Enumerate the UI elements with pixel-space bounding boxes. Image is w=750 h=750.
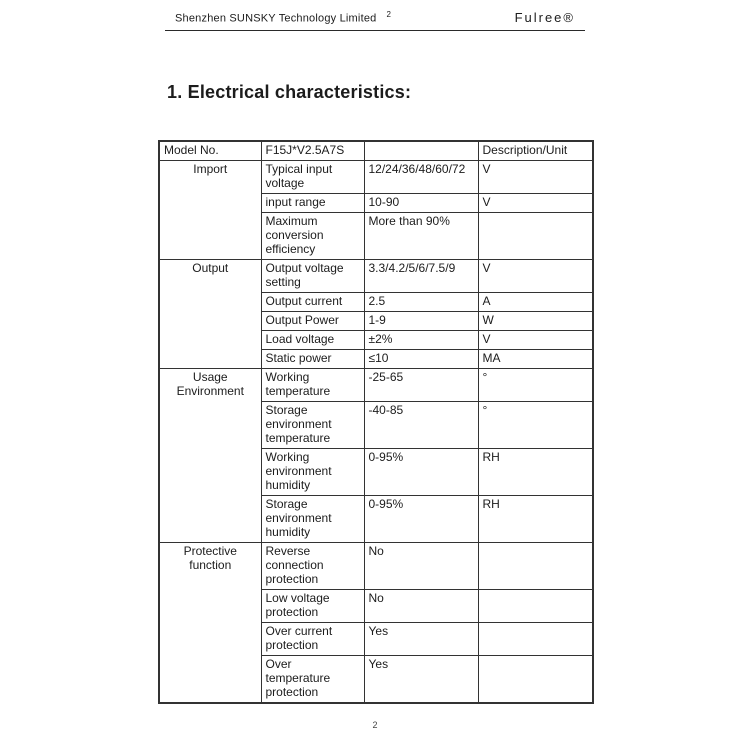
value-cell: 3.3/4.2/5/6/7.5/9 bbox=[364, 260, 478, 293]
unit-cell bbox=[478, 623, 593, 656]
unit-cell bbox=[478, 213, 593, 260]
value-cell: Yes bbox=[364, 623, 478, 656]
table-header-row bbox=[159, 141, 593, 161]
param-cell: Over current protection bbox=[261, 623, 364, 656]
spec-table-container bbox=[158, 140, 594, 704]
unit-cell: ° bbox=[478, 402, 593, 449]
table-row bbox=[159, 369, 593, 402]
table-row bbox=[159, 260, 593, 293]
value-cell: 0-95% bbox=[364, 449, 478, 496]
param-cell: Working temperature bbox=[261, 369, 364, 402]
param-cell: Storage environment humidity bbox=[261, 496, 364, 543]
page-header bbox=[165, 10, 585, 31]
unit-cell: V bbox=[478, 260, 593, 293]
value-cell: ±2% bbox=[364, 331, 478, 350]
description-unit-header: Description/Unit bbox=[478, 141, 593, 161]
value-cell: ≤10 bbox=[364, 350, 478, 369]
spec-table-body bbox=[159, 141, 593, 703]
param-cell: input range bbox=[261, 194, 364, 213]
group-cell: Output bbox=[159, 260, 261, 369]
value-cell: No bbox=[364, 543, 478, 590]
company-name-text: Shenzhen SUNSKY Technology Limited bbox=[175, 13, 377, 25]
brand-name: Fulree® bbox=[514, 10, 575, 25]
value-cell: -40-85 bbox=[364, 402, 478, 449]
unit-cell: RH bbox=[478, 496, 593, 543]
value-cell: Yes bbox=[364, 656, 478, 704]
value-cell: 0-95% bbox=[364, 496, 478, 543]
blank-header bbox=[364, 141, 478, 161]
param-cell: Storage environment temperature bbox=[261, 402, 364, 449]
param-cell: Output current bbox=[261, 293, 364, 312]
value-cell: No bbox=[364, 590, 478, 623]
param-cell: Output Power bbox=[261, 312, 364, 331]
group-cell: Import bbox=[159, 161, 261, 260]
value-cell: 12/24/36/48/60/72 bbox=[364, 161, 478, 194]
unit-cell bbox=[478, 543, 593, 590]
header-superscript: 2 bbox=[386, 10, 392, 20]
param-cell: Low voltage protection bbox=[261, 590, 364, 623]
unit-cell: V bbox=[478, 331, 593, 350]
page-number: 2 bbox=[372, 720, 378, 730]
value-cell: -25-65 bbox=[364, 369, 478, 402]
page-title: 1. Electrical characteristics: bbox=[167, 82, 412, 102]
param-cell: Static power bbox=[261, 350, 364, 369]
unit-cell: A bbox=[478, 293, 593, 312]
model-value-header: F15J*V2.5A7S bbox=[261, 141, 364, 161]
company-name bbox=[175, 10, 391, 25]
page-footer bbox=[0, 720, 750, 730]
param-cell: Maximum conversion efficiency bbox=[261, 213, 364, 260]
param-cell: Typical input voltage bbox=[261, 161, 364, 194]
spec-table bbox=[158, 140, 594, 704]
unit-cell: V bbox=[478, 194, 593, 213]
unit-cell: W bbox=[478, 312, 593, 331]
value-cell: 2.5 bbox=[364, 293, 478, 312]
model-no-header: Model No. bbox=[159, 141, 261, 161]
param-cell: Load voltage bbox=[261, 331, 364, 350]
table-row bbox=[159, 543, 593, 590]
unit-cell: MA bbox=[478, 350, 593, 369]
unit-cell bbox=[478, 590, 593, 623]
param-cell: Reverse connection protection bbox=[261, 543, 364, 590]
unit-cell: RH bbox=[478, 449, 593, 496]
value-cell: More than 90% bbox=[364, 213, 478, 260]
param-cell: Output voltage setting bbox=[261, 260, 364, 293]
param-cell: Working environment humidity bbox=[261, 449, 364, 496]
unit-cell: ° bbox=[478, 369, 593, 402]
group-cell: Protective function bbox=[159, 543, 261, 704]
unit-cell: V bbox=[478, 161, 593, 194]
value-cell: 10-90 bbox=[364, 194, 478, 213]
unit-cell bbox=[478, 656, 593, 704]
param-cell: Over temperature protection bbox=[261, 656, 364, 704]
table-row bbox=[159, 161, 593, 194]
group-cell: Usage Environment bbox=[159, 369, 261, 543]
value-cell: 1-9 bbox=[364, 312, 478, 331]
